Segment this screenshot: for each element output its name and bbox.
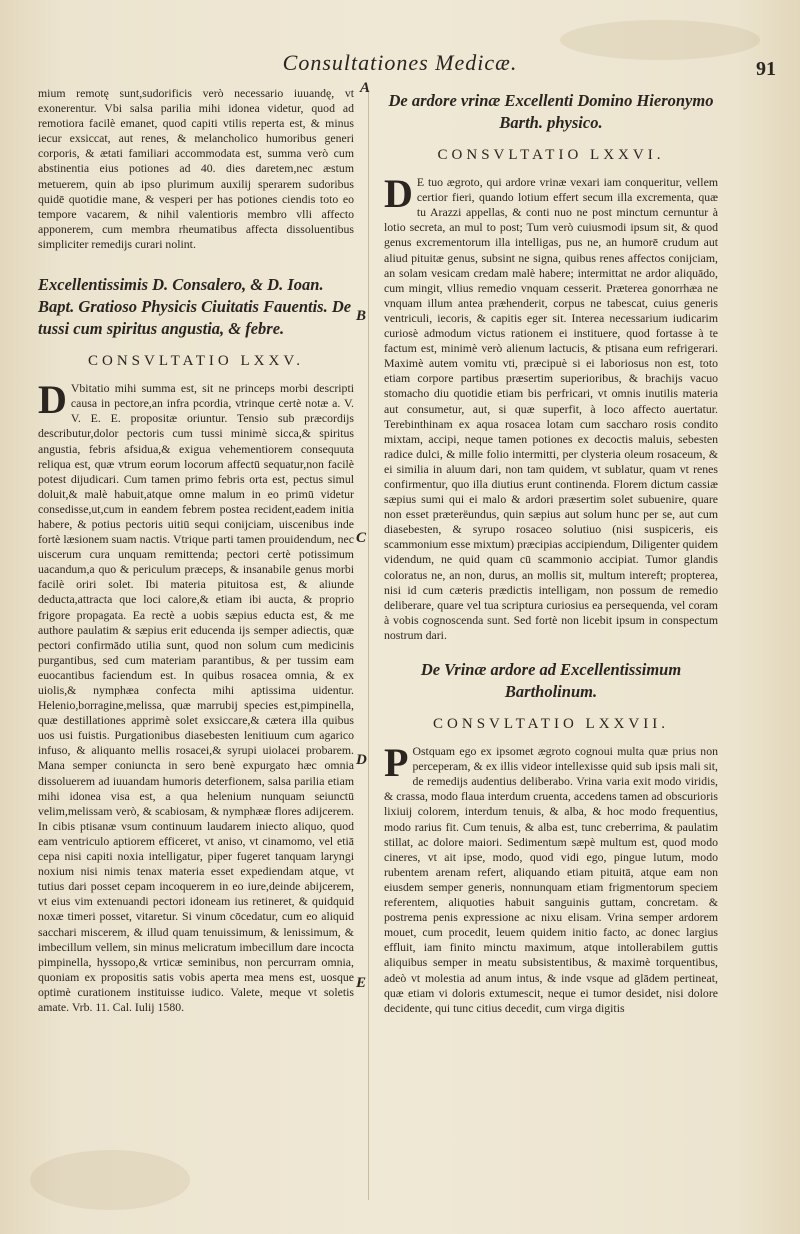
dropcap-d-right: D [384,171,413,217]
left-continuation-text: mium remotę sunt,sudorificis verò necessario iuuandę, vt exonerentur. Vbi salsa parilia mihi idonea videtur, quod ad remotiora facilè emanet, quod capiti vtilis reperta est, & minus iecur exsiccat, aut renes, & melancholico humoribus generi corporis, & ætati familiari accommodata est, summa verò cum abstinentia eius potiones ad 40. dies daretem,nec æstum metuerem, quin ab ipso plurimum auxilij sperarem sudoribus quidē quotidie mane, & vesperi per has potiones ciendis toto eo tempore vacarem, & nihil valentioris membro vlli affecto apponerem, cum membra rheumatibus affecta dissoluentibus simpliciter remedijs curari nolint. [38,86,354,251]
body-text-lxxvii: Ostquam ego ex ipsomet ægroto cognoui multa quæ prius non perceperam, & ex illis videor intellexisse quid sub ipsis mali sit, de remedijs audentius deliberabo. Vrina varia exit modo viridis, & crassa, modo flaua interdum cruenta, accedens tamen ad obscurioris lixiuij colorem, interdum tenuis, & alba, & hoc modo frequentius, modo rarius fit. Cum tenuis, & alba est, tunc creberrima, & paulatim stillat, ac dolore maiori. Sedimentum sæpè multum est, quod modo cineres, vt ait ipse, modo, quod vidi ego, pingue lutum, modo rubentem arenam refert, aliquando etiam pituitā, atque eam non eiusdem semper generis, nonnunquam etiam frigmentorum speciem referentem, aliquoties habuit sanguinis guttam, concretam. & postrema penis expressione ac nixu elisam. Vrina semper ardorem mouet, cum procedit, leuem quidem initio facto, ac donec largius effluit, iam finito minctu maximum, atque intollerabilem guttis aliquibus semper in meatu subsistentibus, & maximè torquentibus, adeò vt molestia ad anum intus, & inde vsque ad glādem pertineat, quæ etiam vi doloris extumescit, neque ei tumor desidet, nisi dolore decidente, qui tunc citius decedit, cum virga digitis [384,744,718,1015]
consultatio-title-lxxvi: CONSVLTATIO LXXVI. [437,147,665,163]
margin-letter-a: A [360,80,371,96]
dropcap-d: D [38,377,67,423]
consultatio-title-lxxv: CONSVLTATIO LXXV. [88,353,304,370]
letter-heading-lxxv: Excellentissimis D. Consalero, & D. Ioan. Bapt. Gratioso Physicis Ciuitatis Fauentis. De tussi cum spiritus angustia, & febre. [38,275,352,339]
margin-letter-c: C [356,530,367,546]
consultatio-body-lxxvii [384,740,718,1016]
body-text-lxxvi: E tuo ægroto, qui ardore vrinæ vexari iam conqueritur, vellem certior fieri, quando lotium effert secum illa excrementa, quæ tu Arazzi appellas, & conti nuo ne post minctum cernuntur à lotio secreta, an mul to post; Tum verò cuiusmodi ipsum sit, & quod genus excrementorum illa intelligas, pus ne, an humorē crudum aut aliud pituitæ genus, subsint ne signa, quibus renes affectos conijciam, an solam vesicam credam malè habere; intermittat ne ardor aliquādo, cum mingit, vllius remedio vnquam cesserit. Præterea gonorrhæa ne vnquam illum antea præhenderit, corpus ne tabescat, cuius generis ventriculi, iecoris, & capitis eger sit. Interea necessarium iudicarim curiosè admodum victus rationem ei instituere, quod fortasse à te factum est, minimè verò alienum lactucis, & ptisana eum refrigerari. Maximè autem vomitu vti, præcipuè si ei laboriosus non est, toto etiam corpore partibus præsertim superioribus, & brachijs vacuo stomacho diu quotidie etiam bis perfricari, vt omnis inutilis materia aut consumetur, aut, si quæ superfit, à loco affecto auertatur. Terebinthinam ex aqua rosacea lotam cum saccharo rosis condito mixtam, accipi, neque tamen potiones ex decoctis maluis, sebesten radice dulci, & mille folio intermitti, per clysteria oleum rosaceum, & ei similia in aluum dari, non tam quidem, vt sublatur, quam vt renes confirmentur, quo illa diutius erunt continenda. Florem dictum cassiæ sæpius sumi qui ei malo & ardori præsertim solet subuenire, quare non esset præterëundus, quin sæpius aut solum hunc per se, aut cum diasebesten, & syrupo rosaceo solutiuo (nisi suspiceris, eis scammonium esse mixtum) præcipias accipiendum, Diligenter quidem videndum, ne quid quam cū scammonio accipiat. Tumor glandis coloratus ne, an non, durus, an mollis sit, multum intereft; propterea, nisi id cum cæteris prædictis intelligam, non possum de remedio deliberare, quare vel tua scriptura curiosius ea persequenda, vel coram à vobis cognoscenda sunt. Sed fortè non licebit ipsum in conspectum nostrum dari. [384,175,718,642]
page-number: 91 [756,58,776,80]
running-head: Consultationes Medicæ. [282,50,518,75]
right-column [384,86,718,1016]
dropcap-p: P [384,740,409,786]
column-gutter [368,90,369,1200]
margin-letter-b: B [356,308,367,324]
left-column [38,86,354,1015]
margin-letter-e: E [356,975,367,991]
letter-heading-lxxvii: De Vrinæ ardore ad Excellentissimum Bartholinum. [420,660,682,701]
body-text-lxxv: Vbitatio mihi summa est, sit ne princeps morbi descripti causa in pectore,an infra pcordia, vtrinque certè notæ a. V. V. E. E. propositæ oriuntur. Tensio sub præcordijs descributur,dolor pectoris cum tussi minimè sicca,& spiritus angustia, febris afsidua,& exigua vehementiorem consequuta reliqua est, quæ vtrum eorum locorum affectū sequatur,non facilè potest dijudicari. Cum tamen primo febris orta est, pectus simul doluit,& malè habuit,atque omne malum in eo primū videtur consedisse,ut,cum in eandem febrem postea recident,eadem initia habere, & potius pectoris uitiū sequi conijciam, uiscenibus inde fortè læsionem suam nactis. Vtrique parti tamen prouidendum, nec uiscerum cura unquam remittenda; pectori certè potissimum uacandum,a quo & periculum præceps, & insanabile genus morbi facilè oriri solet. Ibi materia pituitosa est, & aliunde deducta,attracta que loci calore,& etiam ibi aucta, & proprio frigore propagata. Ea rectè a uobis sæpius educta est, & me authore paulatim & sæpius erit educenda ijs semper adiectis, quæ pectori confirmādo utilia sunt, quod non solum cum medicinis purgantibus, sed cum materiam parantibus, & per tussim eam euocantibus faciendum est. In quibus rosacea omnia, & ex uiolis,& nymphæa confecta mihi aptissima uidentur. Helenio,borragine,melissa, quæ marrubij species est,pimpinella, quæ destillationes apprimè solet exsiccare,& cætera illa quibus uos usi fuistis. Purgationibus diasebesten lenitiuum cum agarico infuso, & aliquanto mellis rosacei,& syrupi uiolacei probarem. Mana semper coniuncta in sero benè expurgato hæc omnia dissoluerem ad iuuandam humoris deterfionem, salsa parilia etiam mihi idonea visa est, a qua helenium nunquam seiunctū velim,melissam verò, & scabiosam, & nymphææ flores adijcerem. In cibis ptisanæ vsum continuum laudarem iniecto aliquo, quod eam ventriculo aptiorem efficeret, vt aniso, vt cinamomo, vel etiā cepa nisi capiti noxia intelligatur, piper fugeret tanquam laryngi noxium nisi nimis tenax materia esset expediendam atque, vt tutius dari posset cepam incoquerem in eo iure,deinde abijcerem, vt eius vim extenuandi pectori idoneam ius retineret, & quidquid noxæ timeri posset, vitaretur. Si vinum cōcedatur, cum eo aliquid sacchari miscerem, & illud quam tenuissimum, & lenissimum, & imbecillum vellem, sin minus melicratum imbecillum dare incocta pimpinella, hyssopo,& vrticæ seminibus, non percurram omnia, quoniam ex propositis satis vobis aperta mea mens est, uosque optimè curationem instituisse iudico. Valete, meque vt soletis amate. Vrb. 11. Cal. Iulij 1580. [38,381,354,1014]
letter-heading-lxxvi: De ardore vrinæ Excellenti Domino Hieronymo Barth. physico. [388,91,714,132]
consultatio-body-lxxvi [384,171,718,643]
margin-letter-d: D [356,752,367,768]
consultatio-title-lxxvii: CONSVLTATIO LXXVII. [433,716,669,732]
consultatio-body-lxxv [38,377,354,1015]
